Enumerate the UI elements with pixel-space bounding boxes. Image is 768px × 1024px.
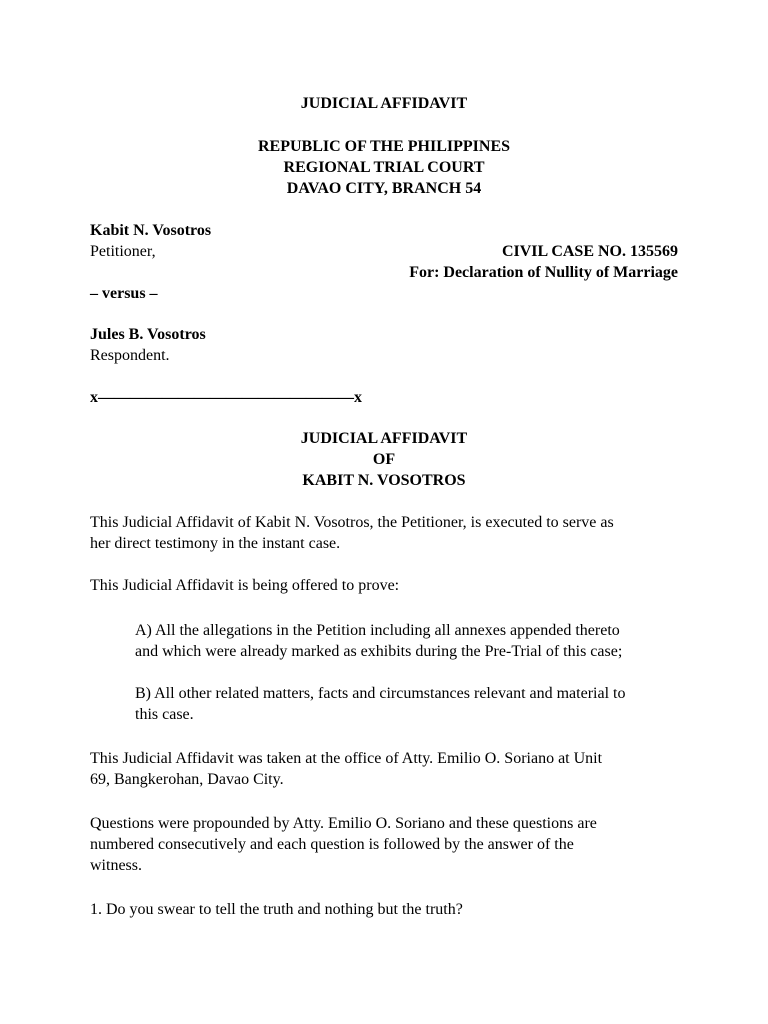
item-a-line1: A) All the allegations in the Petition including all annexes appended thereto [135, 622, 620, 639]
questions-paragraph-line3: witness. [90, 857, 142, 874]
petitioner-role: Petitioner, [90, 243, 156, 260]
question-1: 1. Do you swear to tell the truth and nothing but the truth? [90, 901, 463, 918]
court-heading: REGIONAL TRIAL COURT [283, 159, 485, 176]
respondent-role: Respondent. [90, 347, 170, 364]
affidavit-title-line2: OF [372, 451, 396, 468]
offered-paragraph: This Judicial Affidavit is being offered to prove: [90, 577, 400, 594]
caption-separator: x————————————————x [90, 389, 362, 406]
taken-paragraph-line1: This Judicial Affidavit was taken at the office of Atty. Emilio O. Soriano at Unit [90, 750, 603, 767]
case-number: CIVIL CASE NO. 135569 [501, 243, 678, 260]
republic-heading: REPUBLIC OF THE PHILIPPINES [257, 138, 511, 155]
taken-paragraph-line2: 69, Bangkerohan, Davao City. [90, 771, 284, 788]
branch-heading: DAVAO CITY, BRANCH 54 [286, 180, 482, 197]
intro-paragraph-line1: This Judicial Affidavit of Kabit N. Vosotros, the Petitioner, is executed to serve as [90, 514, 614, 531]
intro-paragraph-line2: her direct testimony in the instant case. [90, 535, 341, 552]
affidavit-title-line3: KABIT N. VOSOTROS [302, 472, 466, 489]
questions-paragraph-line1: Questions were propounded by Atty. Emilio O. Soriano and these questions are [90, 815, 597, 832]
item-b-line2: this case. [135, 706, 194, 723]
petitioner-name: Kabit N. Vosotros [90, 222, 212, 239]
item-a-line2: and which were already marked as exhibits during the Pre-Trial of this case; [135, 643, 623, 660]
affidavit-title-line1: JUDICIAL AFFIDAVIT [300, 430, 468, 447]
respondent-name: Jules B. Vosotros [90, 326, 206, 343]
document-title: JUDICIAL AFFIDAVIT [300, 95, 468, 112]
case-nature: For: Declaration of Nullity of Marriage [409, 264, 678, 281]
item-b-line1: B) All other related matters, facts and circumstances relevant and material to [135, 685, 626, 702]
questions-paragraph-line2: numbered consecutively and each question is followed by the answer of the [90, 836, 574, 853]
versus-label: – versus – [90, 285, 158, 302]
